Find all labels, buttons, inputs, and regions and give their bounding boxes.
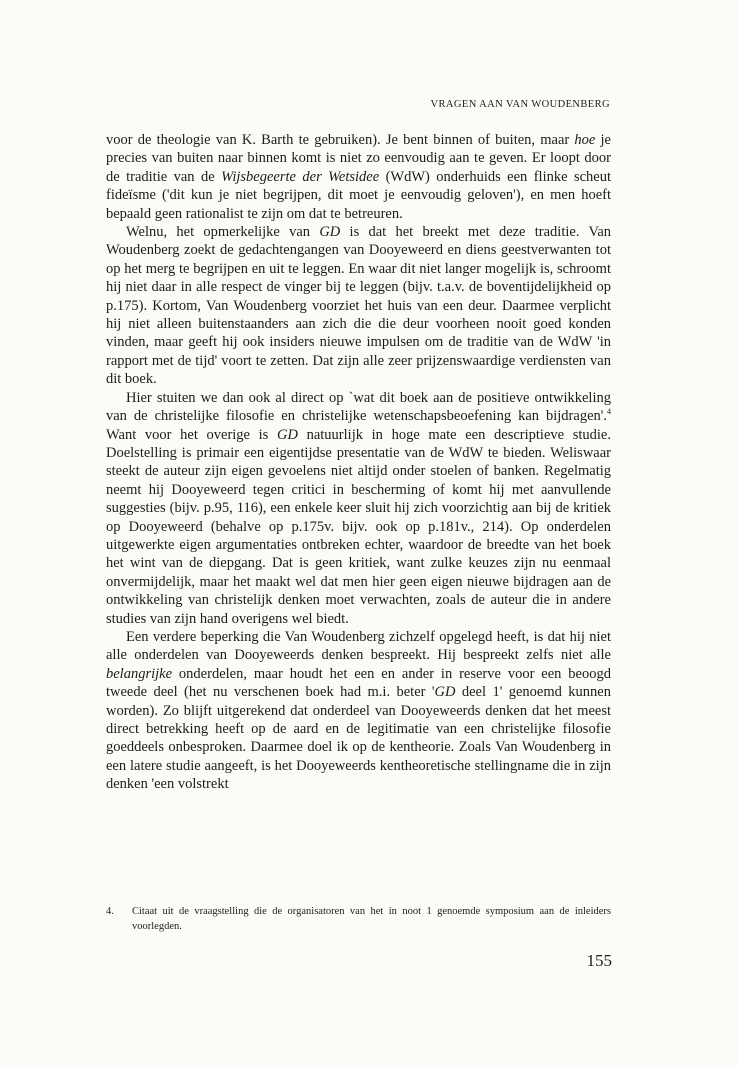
text-run: onderdelen, maar houdt het een en ander in reserve voor een beoogd tweede deel (het nu verschenen boek had m.i. beter ' [106,665,611,701]
text-run: Welnu, het opmerkelijke van [126,224,320,241]
text-run: voor de theologie van K. Barth te gebruiken). Je bent binnen of buiten, maar [106,132,575,148]
paragraph [106,389,611,628]
text-run: Een verdere beperking die Van Woudenberg zichzelf opgelegd heeft, is dat hij niet alle onderdelen van Dooyeweerds denken bespreekt. Hij bespreekt zelfs niet alle [106,628,611,664]
italic-run: GD [319,224,341,241]
footnote-ref: 4 [607,407,611,417]
text-run: je precies van buiten naar binnen komt is niet zo eenvoudig aan te geven. Er loopt door de traditie van de [106,132,611,185]
text-run: deel 1' genoemd kunnen worden). Zo blijft uitgerekend dat onderdeel van Dooyeweerds denken dat het meest direct betrekking heeft op de aard en de legitimatie van een christelijke filosofie goeddeels onbesproken. Daarmee doel ik op de kentheorie. Zoals Van Woudenberg in een latere studie aangeeft, is het Dooyeweerds kentheoretische stellingname die in zijn denken 'een volstrekt [106,684,611,793]
italic-run: GD [276,426,298,443]
text-run: (WdW) onderhuids een flinke scheut fideïsme ('dit kun je niet begrijpen, dit moet je eenvoudig geloven'), en men hoeft bepaald geen rationalist te zijn om dat te betreuren. [106,168,612,222]
text-run: is dat het breekt met deze traditie. Van Woudenberg zoekt de gedachtengangen van Dooyeweerd en diens geestverwanten tot op het merg te begrijpen en uit te leggen. En waar dit niet langer mogelijk is, schroomt hij niet daar in alle respect de vinger bij te leggen (bijv. t.a.v. de boventijdelijkheid op p.175). Kortom, Van Woudenberg voorziet het huis van een deur. Daarmee verplicht hij niet alleen buitenstaanders aan zich die die deur voorheen nooit goed konden vinden, maar geeft hij ook insiders nieuwe impulsen om de traditie van de WdW 'in rapport met de tijd' voort te zetten. Dat zijn alle zeer prijzenswaardige verdiensten van dit boek. [106,224,612,388]
italic-run: hoe [574,132,596,148]
body-text [106,131,611,794]
paragraph [106,223,611,389]
footnote-text: Citaat uit de vraagstelling die de organisatoren van het in noot 1 genoemde symposium aan de inleiders voorlegden. [132,906,611,932]
paragraph [106,628,611,794]
text-run: natuurlijk in hoge mate een descriptieve studie. Doelstelling is primair een eigentijdse presentatie van de WdW te bieden. Weliswaar steekt de auteur zijn eigen gevoelens niet altijd onder stoelen of banken. Regelmatig neemt hij Dooyeweerd tegen critici in bescherming of komt hij met aanvullende suggesties (bijv. p.95, 116), een enkele keer sluit hij zich voorzichtig aan bij de kritiek op Dooyeweerd (behalve op p.175v. bijv. ook op p.181v., 214). Op onderdelen uitgewerkte eigen argumentaties ontbreken echter, waardoor de breedte van het boek het wint van de diepgang. Dat is geen kritiek, want zulke keuzes zijn nu eenmaal onvermijdelijk, maar het maakt wel dat men hier geen eigen nieuwe bijdragen aan de ontwikkeling van christelijk denken moet verwachten, zoals de auteur die in andere studies van zijn hand overigens wel biedt. [106,426,611,627]
paragraph [106,131,611,223]
footnote [106,904,611,934]
italic-run: GD [434,684,456,701]
text-run: Want voor het overige is [106,426,277,443]
page-number: 155 [586,951,612,970]
italic-run: Wijsbegeerte der Wetsidee [221,168,380,185]
italic-run: belangrijke [106,665,173,682]
footnote-number: 4. [106,906,114,917]
running-header: VRAGEN AAN VAN WOUDENBERG [430,99,610,110]
text-run: Hier stuiten we dan ook al direct op `wat dit boek aan de positieve ontwikkeling van de christelijke filosofie en christelijke wetenschapsbeoefening kan bijdragen'. [106,389,611,425]
